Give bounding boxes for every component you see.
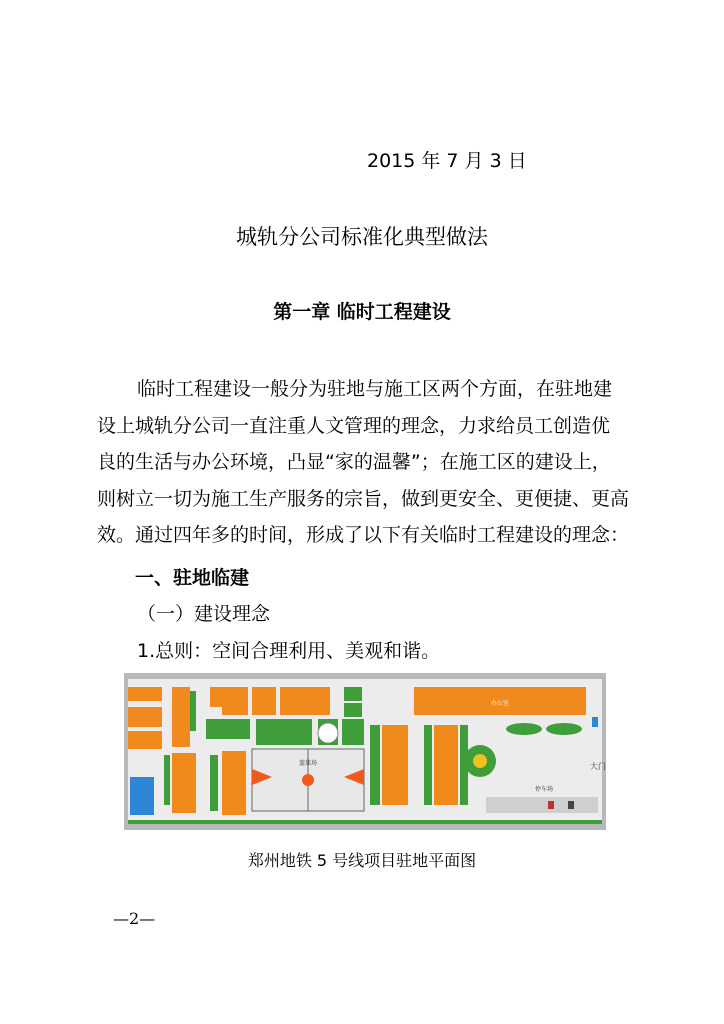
- paragraph-line: 设上城轨分公司一直注重人文管理的理念，力求给员工创造优: [97, 414, 611, 437]
- site-plan-drawing: [124, 673, 606, 830]
- subsection-heading: （一）建设理念: [137, 603, 271, 625]
- parked-car: [568, 801, 574, 809]
- gate-label: 大门: [590, 762, 606, 771]
- building-block: [128, 707, 162, 727]
- parking-label: 停车场: [534, 786, 554, 793]
- building-block: [344, 703, 362, 717]
- body-paragraph: [97, 371, 637, 554]
- court-center: [302, 774, 314, 786]
- grass-lawn: [206, 719, 250, 739]
- fountain: [318, 723, 338, 743]
- page-number: —2—: [113, 909, 156, 928]
- gate-post: [592, 717, 598, 727]
- shrub: [506, 723, 542, 735]
- chapter-heading: 第一章 临时工程建设: [273, 301, 451, 323]
- grass-strip: [210, 755, 218, 811]
- parked-car: [548, 801, 554, 809]
- parking-area: [486, 797, 598, 813]
- document-title: 城轨分公司标准化典型做法: [236, 225, 488, 249]
- building-block: [128, 739, 162, 749]
- bottom-green-strip: [128, 820, 602, 824]
- paragraph-line: 效。通过四年多的时间，形成了以下有关临时工程建设的理念：: [97, 524, 630, 546]
- grass-lawn: [342, 719, 364, 745]
- court-label: 篮球场: [298, 760, 318, 767]
- figure-caption: 郑州地铁 5 号线项目驻地平面图: [247, 851, 477, 870]
- paragraph-line: 良的生活与办公环境，凸显“家的温馨”；在施工区的建设上，: [97, 451, 611, 473]
- section-heading: 一、驻地临建: [135, 567, 250, 589]
- site-plan-figure: [124, 673, 606, 830]
- building-block: [222, 751, 246, 815]
- item-heading: 1.总则：空间合理利用、美观和谐。: [137, 640, 441, 662]
- grass-lawn: [256, 719, 312, 745]
- paragraph-line: 临时工程建设一般分为驻地与施工区两个方面，在驻地建: [137, 378, 613, 400]
- office-label: 办公室: [490, 700, 510, 707]
- building-block: [210, 687, 222, 707]
- paragraph-line: 则树立一切为施工生产服务的宗旨，做到更安全、更便捷、更高: [97, 487, 630, 510]
- grass-strip: [190, 691, 196, 731]
- building-block: [280, 687, 330, 715]
- building-block: [222, 687, 248, 715]
- building-block: [172, 753, 196, 813]
- water-area: [130, 777, 154, 815]
- flower-bed-center: [473, 754, 487, 768]
- grass-strip: [164, 755, 170, 805]
- building-block: [252, 687, 276, 715]
- building-block: [434, 725, 458, 805]
- document-date: 2015 年 7 月 3 日: [367, 150, 527, 172]
- building-block: [344, 687, 362, 701]
- building-block: [128, 687, 162, 701]
- building-block: [382, 725, 408, 805]
- grass-strip: [424, 725, 432, 805]
- shrub: [546, 723, 582, 735]
- building-block: [172, 687, 190, 747]
- grass-strip: [370, 725, 380, 805]
